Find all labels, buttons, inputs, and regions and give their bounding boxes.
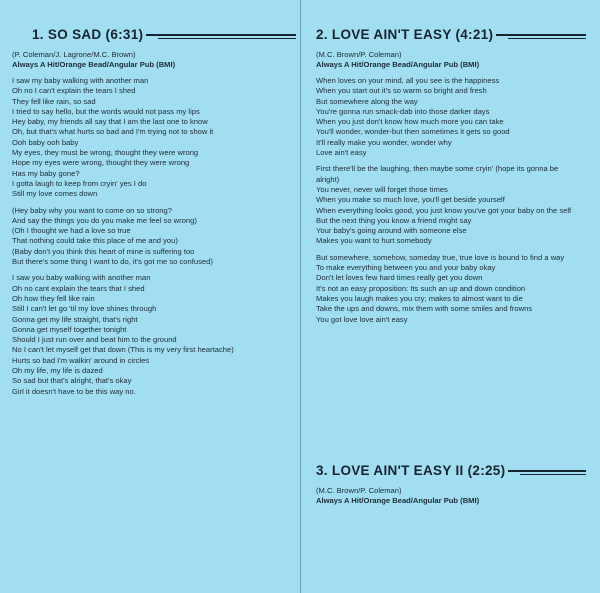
lyric-line: Makes you want to hurt somebody bbox=[316, 236, 432, 246]
lyric-line: Oh my life, my life is dazed bbox=[12, 366, 103, 376]
lyric-line: My eyes, they must be wrong, thought they were wrong bbox=[12, 148, 199, 158]
lyric-line: And say the things you do you make me feel so wrong) bbox=[12, 215, 197, 225]
lyric-line: Don't let loves few hard times really get you down bbox=[316, 273, 483, 283]
lyric-line: I tried to say hello, but the words would not pass my lips bbox=[12, 106, 200, 116]
track-2-lyrics bbox=[316, 76, 586, 325]
lyric-line: I gotta laugh to keep from cryin' yes I do bbox=[12, 178, 147, 188]
track-2-heading bbox=[316, 20, 586, 42]
track-1-stanza-3 bbox=[12, 273, 296, 397]
track-1-stanza-1 bbox=[12, 76, 296, 200]
lyric-line: First there'll be the laughing, then maybe some cryin' (hope its gonna be alright) bbox=[316, 164, 559, 184]
track-3 bbox=[316, 456, 586, 506]
title-rule bbox=[496, 34, 586, 39]
lyric-line: When you just don't know how much more you can take bbox=[316, 117, 504, 127]
lyric-line: So sad but that's alright, that's okay bbox=[12, 376, 132, 386]
track-2 bbox=[316, 20, 586, 331]
lyric-line: Gonna get my life straight, that's right bbox=[12, 314, 138, 324]
lyric-line: But there's some thing I want to do, it's got me so confused) bbox=[12, 257, 213, 267]
lyric-line: Girl it doesn't have to be this way no. bbox=[12, 386, 136, 396]
track-2-title: 2. LOVE AIN'T EASY (4:21) bbox=[316, 27, 494, 42]
track-2-publisher: Always A Hit/Orange Bead/Angular Pub (BMI) bbox=[316, 60, 480, 69]
track-1-credits bbox=[12, 50, 296, 70]
lyric-line: But somewhere, somehow, someday true, true love is bound to find a way bbox=[316, 252, 565, 262]
lyric-line: You'll wonder, wonder-but then sometimes it gets so good bbox=[316, 127, 510, 137]
track-2-credits bbox=[316, 50, 586, 70]
lyric-line: (Oh I thought we had a love so true bbox=[12, 226, 131, 236]
track-1-stanza-2 bbox=[12, 206, 296, 268]
track-1-heading bbox=[12, 20, 296, 42]
lyric-line: But somewhere along the way bbox=[316, 96, 418, 106]
lyric-line: Hope my eyes were wrong, thought they were wrong bbox=[12, 158, 190, 168]
lyric-line: When you make so much love, you'll get beside yourself bbox=[316, 195, 505, 205]
lyric-line: It'll really make you wonder, wonder why bbox=[316, 137, 452, 147]
track-1-lyrics bbox=[12, 76, 296, 397]
lyric-line: To make everything between you and your baby okay bbox=[316, 263, 496, 273]
lyric-line: Your baby's going around with someone else bbox=[316, 226, 467, 236]
lyric-line: I saw you baby walking with another man bbox=[12, 273, 151, 283]
lyric-line: Oh how they fell like rain bbox=[12, 293, 95, 303]
track-2-writers: (M.C. Brown/P. Coleman) bbox=[316, 50, 402, 59]
lyric-line: Gonna get myself together tonight bbox=[12, 324, 127, 334]
lyric-line: (Hey baby why you want to come on so strong? bbox=[12, 205, 172, 215]
track-1-publisher: Always A Hit/Orange Bead/Angular Pub (BMI) bbox=[12, 60, 176, 69]
title-rule bbox=[146, 34, 296, 39]
lyric-line: When you start out it's so warm so bright and fresh bbox=[316, 86, 487, 96]
lyric-line: Ooh baby ooh baby bbox=[12, 137, 79, 147]
lyric-line: Has my baby gone? bbox=[12, 168, 80, 178]
lyric-line: Take the ups and downs, mix them with some smiles and frowns bbox=[316, 304, 533, 314]
lyric-line: Makes you laugh makes you cry; makes to almost want to die bbox=[316, 293, 523, 303]
lyric-line: Oh, but that's what hurts so bad and I'm trying not to show it bbox=[12, 127, 214, 137]
track-2-stanza-2 bbox=[316, 164, 586, 246]
title-rule bbox=[508, 470, 586, 475]
track-3-writers: (M.C. Brown/P. Coleman) bbox=[316, 486, 402, 495]
lyric-line: I saw my baby walking with another man bbox=[12, 76, 149, 85]
track-3-credits bbox=[316, 486, 586, 506]
track-1 bbox=[12, 20, 296, 403]
column-divider bbox=[300, 0, 301, 593]
track-1-writers: (P. Coleman/J. Lagrone/M.C. Brown) bbox=[12, 50, 136, 59]
lyric-line: Still my love comes down bbox=[12, 189, 98, 199]
lyric-line: Love ain't easy bbox=[316, 148, 367, 158]
track-3-title: 3. LOVE AIN'T EASY II (2:25) bbox=[316, 463, 506, 478]
lyric-line: They fell like rain, so sad bbox=[12, 96, 96, 106]
lyric-line: When everything looks good, you just know you've got your baby on the self bbox=[316, 205, 572, 215]
track-1-title: 1. SO SAD (6:31) bbox=[32, 27, 144, 42]
track-3-heading bbox=[316, 456, 586, 478]
lyric-line: When loves on your mind, all you see is the happiness bbox=[316, 76, 500, 85]
lyric-line: You never, never will forget those times bbox=[316, 184, 448, 194]
lyric-line: But the next thing you know a friend might say bbox=[316, 215, 472, 225]
lyric-line: It's not an easy proposition: Its such an up and down condition bbox=[316, 283, 526, 293]
lyric-line: Hey baby, my friends all say that I am the last one to know bbox=[12, 117, 208, 127]
lyric-line: Oh no I can't explain the tears I shed bbox=[12, 86, 136, 96]
lyric-line: You're gonna run smack-dab into those darker days bbox=[316, 106, 490, 116]
lyric-line: (Baby don't you think this heart of mine is suffering too bbox=[12, 246, 195, 256]
lyric-line: Hurts so bad I'm walkin' around in circles bbox=[12, 355, 150, 365]
track-2-stanza-3 bbox=[316, 253, 586, 325]
lyric-line: Still I can't let go 'til my love shines through bbox=[12, 304, 157, 314]
lyric-line: That nothing could take this place of me and you) bbox=[12, 236, 178, 246]
lyric-line: Should I just run over and beat him to the ground bbox=[12, 335, 177, 345]
track-2-stanza-1 bbox=[316, 76, 586, 158]
track-3-publisher: Always A Hit/Orange Bead/Angular Pub (BMI) bbox=[316, 496, 480, 505]
lyric-line: No I can't let myself get that down (This is my very first heartache) bbox=[12, 345, 234, 355]
lyric-line: You got love love ain't easy bbox=[316, 314, 408, 324]
lyric-line: Oh no cant explain the tears that I shed bbox=[12, 283, 145, 293]
